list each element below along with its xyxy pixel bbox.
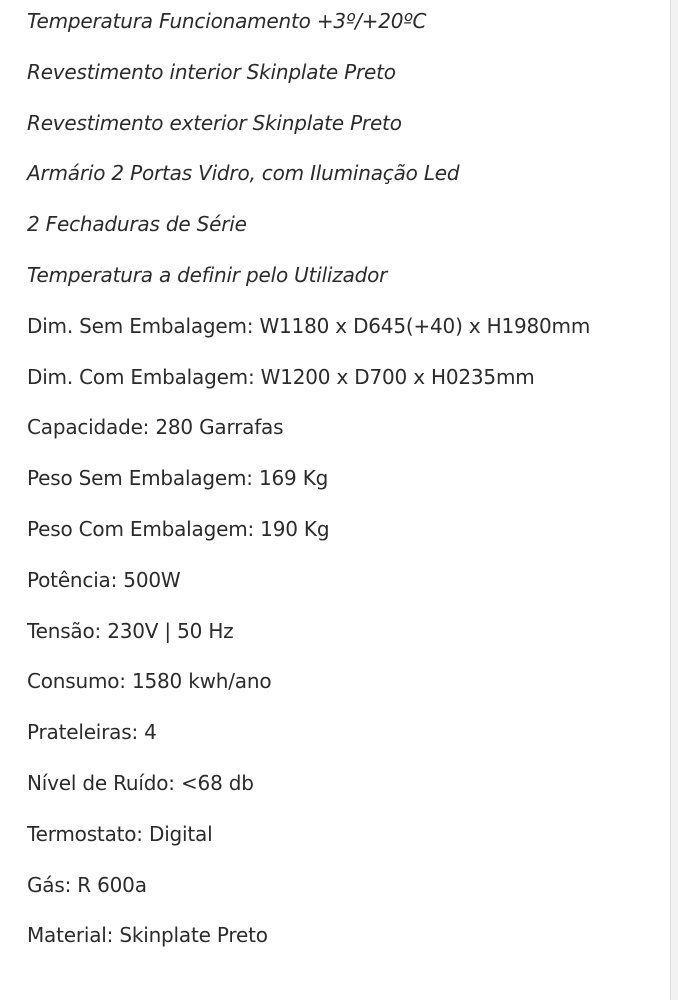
spec-item-cabinet-doors: Armário 2 Portas Vidro, com Iluminação Led [27,161,460,186]
spec-item-dimensions-unpacked: Dim. Sem Embalagem: W1180 x D645(+40) x H1980mm [27,313,591,338]
spec-item-capacity: Capacidade: 280 Garrafas [27,415,284,440]
spec-item-dimensions-packed: Dim. Com Embalagem: W1200 x D700 x H0235mm [27,364,535,389]
spec-item-material: Material: Skinplate Preto [27,923,268,948]
spec-item-thermostat: Termostato: Digital [27,821,213,846]
spec-item-voltage: Tensão: 230V | 50 Hz [27,618,234,643]
spec-item-temperature-range: Temperatura Funcionamento +3º/+20ºC [27,9,427,33]
spec-item-weight-packed: Peso Com Embalagem: 190 Kg [27,516,330,541]
spec-item-gas: Gás: R 600a [27,872,147,897]
spec-item-weight-unpacked: Peso Sem Embalagem: 169 Kg [27,466,329,491]
page-gutter [671,0,678,1000]
spec-item-power: Potência: 500W [27,567,181,592]
spec-item-shelves: Prateleiras: 4 [27,720,157,745]
spec-item-noise-level: Nível de Ruído: <68 db [27,770,254,795]
spec-item-interior-finish: Revestimento interior Skinplate Preto [27,59,396,84]
spec-item-exterior-finish: Revestimento exterior Skinplate Preto [27,110,402,135]
spec-item-locks: 2 Fechaduras de Série [27,212,247,237]
spec-item-user-temperature: Temperatura a definir pelo Utilizador [27,262,388,287]
spec-item-consumption: Consumo: 1580 kwh/ano [27,669,272,694]
spec-list [27,5,657,970]
